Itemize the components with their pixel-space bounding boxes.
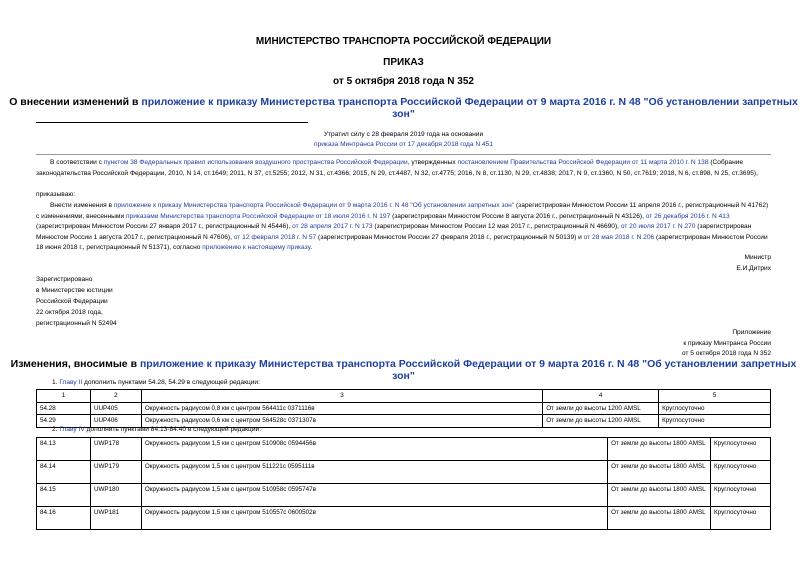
amendment-text: (зарегистрирован Минюстом России 27 февраля 2018 г., регистрационный N 50139) и bbox=[316, 233, 584, 241]
order-phrase: приказываю: bbox=[36, 191, 76, 198]
chapter-4-link[interactable]: Главу IV bbox=[59, 426, 85, 433]
table-row bbox=[37, 507, 771, 530]
item-number: 1. bbox=[52, 379, 60, 386]
table-row bbox=[37, 438, 771, 461]
table-cell: От земли до высоты 1800 AMSL bbox=[608, 484, 711, 507]
table-cell: Круглосуточно bbox=[659, 402, 771, 415]
header-divider bbox=[36, 122, 308, 123]
ministry-heading: МИНИСТЕРСТВО ТРАНСПОРТА РОССИЙСКОЙ ФЕДЕРАЦИИ bbox=[255, 36, 552, 47]
table-row bbox=[37, 484, 771, 507]
order173-link[interactable]: от 28 апреля 2017 г. N 173 bbox=[292, 223, 373, 230]
table-cell: 84.14 bbox=[37, 461, 91, 484]
doc-type-heading: ПРИКАЗ bbox=[383, 57, 424, 68]
table-cell: От земли до высоты 1200 AMSL bbox=[543, 402, 659, 415]
preamble-paragraph bbox=[36, 158, 771, 179]
signature-name: Е.И.Дитрих bbox=[736, 265, 771, 272]
amendment-text: (зарегистрирован Минюстом России 12 мая 2017 г., регистрационный N 46690), bbox=[372, 223, 621, 230]
order270-link[interactable]: от 20 июля 2017 г. N 270 bbox=[620, 223, 696, 230]
table-cell: 54.28 bbox=[37, 402, 91, 415]
registration-line: Российской Федерации bbox=[36, 298, 108, 305]
table-cell: 84.16 bbox=[37, 507, 91, 530]
void-note-link[interactable]: приказа Минтранса России от 17 декабря 2018 года N 451 bbox=[314, 141, 493, 148]
order57-link[interactable]: от 12 февраля 2018 г. N 57 bbox=[233, 233, 317, 241]
table-cell: Круглосуточно bbox=[710, 438, 770, 461]
table-row bbox=[37, 461, 771, 484]
table-cell: Круглосуточно bbox=[659, 415, 771, 428]
table-cell: UWP179 bbox=[90, 461, 141, 484]
table-cell: Круглосуточно bbox=[710, 484, 770, 507]
amendment-text: . bbox=[310, 244, 313, 251]
table-cell: UWP178 bbox=[90, 438, 141, 461]
item-number: 2. bbox=[52, 426, 60, 433]
item-text: дополнить пунктами 54.28, 54.29 в следующей редакции: bbox=[82, 379, 260, 386]
doc-title-link[interactable]: приложение к приказу Министерства транспорта Российской Федерации от 9 марта 2016 г. N 48 "Об установлении запретных зон" bbox=[141, 96, 798, 120]
government-decree-link[interactable]: постановлением Правительства Российской Федерации от 11 марта 2010 г. N 138 bbox=[457, 159, 709, 166]
order206-link[interactable]: от 28 мая 2018 г. N 206 bbox=[583, 233, 655, 241]
table-cell: Круглосуточно bbox=[710, 507, 770, 530]
amendment-text: Внести изменения в bbox=[50, 202, 114, 209]
doc-title bbox=[0, 96, 807, 120]
table-cell: От земли до высоты 1800 AMSL bbox=[608, 438, 711, 461]
rules-link[interactable]: пунктом 38 Федеральных правил использования воздушного пространства Российской Федерации bbox=[103, 159, 408, 166]
table-cell: Окружность радиусом 0,6 км с центром 564528с 0371307в bbox=[141, 415, 542, 428]
table-cell: UUP406 bbox=[90, 415, 141, 428]
appendix-ref-line: от 5 октября 2018 года N 352 bbox=[681, 350, 771, 357]
preamble-text: , утвержденных bbox=[407, 159, 458, 166]
registration-line: 22 октября 2018 года, bbox=[36, 309, 103, 316]
header-cell: 4 bbox=[543, 390, 659, 403]
table-cell: Окружность радиусом 1,5 км с центром 510908с 0594456в bbox=[141, 438, 607, 461]
note-divider bbox=[36, 154, 771, 155]
appendix-link[interactable]: приложению к настоящему приказу bbox=[202, 244, 311, 251]
table-cell: 84.13 bbox=[37, 438, 91, 461]
amendment-text: (зарегистрирован Минюстом России 1 августа 2017 г., регистрационный N 47606), bbox=[36, 223, 752, 241]
table-cell: UWP181 bbox=[90, 507, 141, 530]
table-cell: Окружность радиусом 1,5 км с центром 510958с 0595747в bbox=[141, 484, 607, 507]
change-item-1 bbox=[52, 378, 260, 389]
table-cell: 84.15 bbox=[37, 484, 91, 507]
appendix-ref-line: к приказу Минтранса России bbox=[683, 340, 771, 347]
registration-line: в Министерстве юстиции bbox=[36, 287, 113, 294]
table-cell: UWP180 bbox=[90, 484, 141, 507]
amendment-text: (зарегистрирован Минюстом России 18 июня 2018 г., регистрационный N 51371), согласно bbox=[36, 233, 768, 251]
table-cell: От земли до высоты 1800 AMSL bbox=[608, 507, 711, 530]
registration-line: регистрационный N 52494 bbox=[36, 320, 117, 327]
table-cell: От земли до высоты 1200 AMSL bbox=[543, 415, 659, 428]
header-cell: 5 bbox=[659, 390, 771, 403]
table-cell: Окружность радиусом 1,5 км с центром 511221с 0595111в bbox=[141, 461, 607, 484]
header-cell: 1 bbox=[37, 390, 91, 403]
order413-link[interactable]: от 26 декабря 2016 г. N 413 bbox=[645, 212, 730, 220]
table-header-row bbox=[37, 390, 771, 403]
change-item-2 bbox=[52, 425, 261, 436]
table-cell: 54.29 bbox=[37, 415, 91, 428]
header-cell: 3 bbox=[141, 390, 542, 403]
amendment-paragraph bbox=[36, 201, 771, 254]
amendment-text: (зарегистрирован Минюстом России 8 августа 2016 г., регистрационный N 43126), bbox=[390, 212, 646, 220]
chapter-2-link[interactable]: Главу II bbox=[59, 379, 83, 386]
order197-link[interactable]: приказами Министерства транспорта Российской Федерации от 18 июля 2016 г. N 197 bbox=[125, 212, 391, 220]
preamble-text: В соответствии с bbox=[50, 159, 104, 166]
changes-title-link[interactable]: приложение к приказу Министерства транспорта Российской Федерации от 9 марта 2016 г. N 48 "Об установлении запретных зон" bbox=[139, 358, 797, 382]
order48-link[interactable]: приложение к приказу Министерства транспорта Российской Федерации от 9 марта 2016 г. N 48 "Об установлении запретных зон" bbox=[113, 202, 515, 209]
signature-role: Министр bbox=[744, 254, 771, 261]
changes-title-prefix: Изменения, вносимые в bbox=[10, 358, 140, 370]
header-cell: 2 bbox=[90, 390, 141, 403]
amendment-text: (зарегистрирован Минюстом России 27 января 2017 г., регистрационный N 45446), bbox=[36, 223, 293, 230]
registration-line: Зарегистрировано bbox=[36, 276, 93, 283]
zones-table-1 bbox=[36, 389, 771, 428]
table-cell: От земли до высоты 1800 AMSL bbox=[608, 461, 711, 484]
table-cell: Окружность радиусом 0,8 км с центром 564411с 0371116в bbox=[141, 402, 542, 415]
table-cell: Круглосуточно bbox=[710, 461, 770, 484]
doc-date-number: от 5 октября 2018 года N 352 bbox=[333, 76, 474, 87]
zones-table-2 bbox=[36, 437, 771, 530]
void-note-line1: Утратил силу с 28 февраля 2019 года на основании bbox=[323, 131, 484, 138]
table-row bbox=[37, 402, 771, 415]
item-text: дополнить пунктами 84.13-84.40 в следующей редакции: bbox=[84, 426, 262, 433]
appendix-ref-line: Приложение bbox=[732, 329, 771, 336]
table-cell: UUP405 bbox=[90, 402, 141, 415]
amendment-text: (зарегистрирован Минюстом России 11 апреля 2016 г., регистрационный N 41762) с изменениями, внесенными bbox=[36, 202, 769, 220]
table-cell: Окружность радиусом 1,5 км с центром 510557с 0600502в bbox=[141, 507, 607, 530]
doc-title-prefix: О внесении изменений в bbox=[9, 96, 142, 108]
preamble-text: (Собрание законодательства Российской Федерации, 2010, N 14, ст.1649; 2011, N 37, ст.5255; 2012, N 31, ст.4366; 2015, N 29, ст.4487, N 32, ст.4775; 2016, N 8, ст.1130, N 29, ст.4838; 2017, N 9, ст.1360, N 50, ст.7619; 2018, N 6, ст.898, N 25, ст.3695), bbox=[36, 159, 758, 177]
